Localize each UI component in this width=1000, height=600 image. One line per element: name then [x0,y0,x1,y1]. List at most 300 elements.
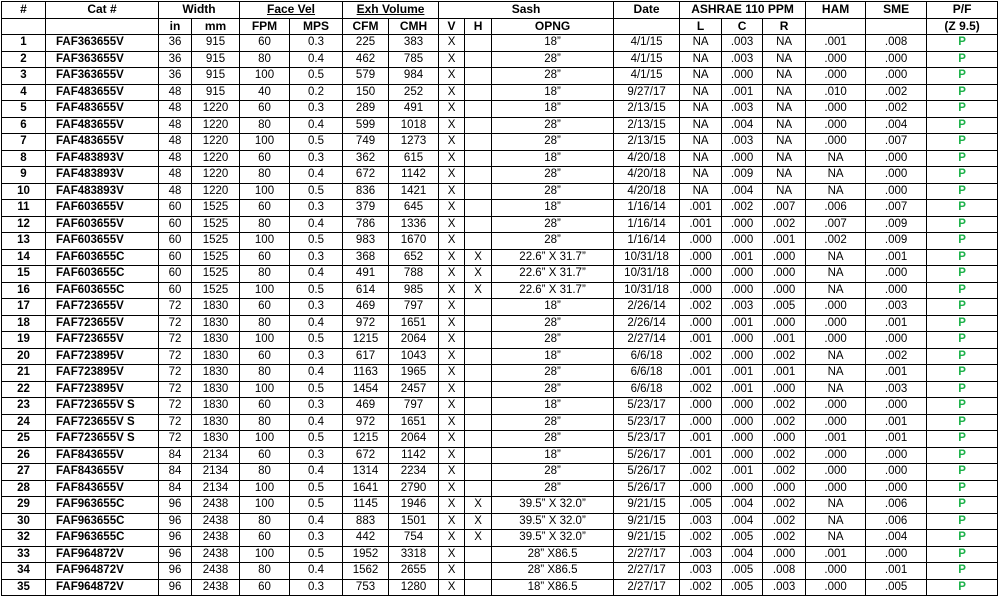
width-in-cell: 48 [159,167,192,184]
row-number-cell: 25 [2,431,46,448]
cat-number-cell: FAF483655V [46,117,159,134]
table-row [2,233,998,250]
ashrae-l-cell: .002 [680,299,722,316]
face-vel-fpm-cell: 80 [240,51,290,68]
table-row [2,579,998,596]
sash-v-cell: X [439,117,465,134]
pass-fail-cell: P [927,299,998,316]
test-date-cell: 4/20/18 [614,150,680,167]
ashrae-r-cell: .001 [763,233,806,250]
exh-cfm-cell: 983 [343,233,389,250]
width-in-cell: 60 [159,249,192,266]
face-vel-mps-cell: 0.4 [290,266,343,283]
sash-opening-cell: 18” [492,35,614,52]
ham-value-cell: .000 [806,480,866,497]
sash-opening-cell: 22.6” X 31.7” [492,266,614,283]
ashrae-l-cell: .000 [680,398,722,415]
sme-value-cell: .000 [866,332,927,349]
ashrae-l-cell: .003 [680,563,722,580]
pass-fail-cell: P [927,183,998,200]
row-number-cell: 17 [2,299,46,316]
exh-cfm-cell: 579 [343,68,389,85]
sash-h-cell [465,233,492,250]
sash-h-cell [465,68,492,85]
exh-cfm-cell: 362 [343,150,389,167]
ashrae-r-cell: .002 [763,414,806,431]
sash-v-cell: X [439,579,465,596]
cat-number-cell: FAF723655V [46,315,159,332]
cat-number-cell: FAF603655C [46,282,159,299]
ashrae-l-cell: NA [680,117,722,134]
table-row [2,546,998,563]
table-row [2,84,998,101]
row-number-cell: 4 [2,84,46,101]
face-vel-fpm-cell: 60 [240,447,290,464]
sme-value-cell: .006 [866,497,927,514]
cat-number-cell: FAF603655V [46,233,159,250]
ham-value-cell: NA [806,365,866,382]
table-row [2,398,998,415]
sme-value-cell: .001 [866,249,927,266]
sme-value-cell: .000 [866,51,927,68]
ashrae-r-cell: NA [763,35,806,52]
ashrae-c-cell: .000 [722,398,763,415]
cat-number-cell: FAF483655V [46,134,159,151]
ham-value-cell: .000 [806,101,866,118]
sash-h-cell: X [465,282,492,299]
ashrae-r-cell: .000 [763,546,806,563]
sash-h-cell [465,579,492,596]
sme-value-cell: .004 [866,530,927,547]
sash-h-cell [465,84,492,101]
table-row [2,101,998,118]
test-date-cell: 1/16/14 [614,233,680,250]
test-date-cell: 5/23/17 [614,398,680,415]
exh-cmh-cell: 3318 [389,546,439,563]
row-number-cell: 34 [2,563,46,580]
test-date-cell: 2/13/15 [614,117,680,134]
pass-fail-cell: P [927,68,998,85]
sash-opening-cell: 28” [492,167,614,184]
width-mm-cell: 2438 [192,563,240,580]
sash-h-cell: X [465,530,492,547]
exh-cmh-cell: 1651 [389,315,439,332]
ashrae-r-cell: .000 [763,282,806,299]
cat-number-cell: FAF723655V S [46,414,159,431]
width-in-cell: 72 [159,414,192,431]
exh-cfm-cell: 1145 [343,497,389,514]
sash-v-cell: X [439,299,465,316]
exh-cmh-cell: 1142 [389,167,439,184]
sash-v-cell: X [439,183,465,200]
ashrae-r-cell: .002 [763,216,806,233]
ham-value-cell: NA [806,167,866,184]
ham-value-cell: .007 [806,216,866,233]
pass-fail-cell: P [927,84,998,101]
fume-hood-test-table [1,1,998,596]
row-number-cell: 16 [2,282,46,299]
width-mm-cell: 1220 [192,183,240,200]
face-vel-mps-cell: 0.5 [290,134,343,151]
test-date-cell: 2/13/15 [614,101,680,118]
ashrae-c-cell: .000 [722,480,763,497]
face-vel-fpm-cell: 80 [240,414,290,431]
sme-value-cell: .004 [866,117,927,134]
face-vel-mps-cell: 0.5 [290,282,343,299]
ashrae-l-cell: .001 [680,216,722,233]
sme-value-cell: .007 [866,134,927,151]
ashrae-l-cell: NA [680,183,722,200]
face-vel-mps-cell: 0.5 [290,480,343,497]
width-in-cell: 48 [159,84,192,101]
width-in-cell: 84 [159,480,192,497]
ashrae-l-cell: .002 [680,579,722,596]
sme-value-cell: .000 [866,282,927,299]
cat-number-cell: FAF843655V [46,464,159,481]
width-in-cell: 72 [159,431,192,448]
sash-v-cell: X [439,200,465,217]
pass-fail-cell: P [927,348,998,365]
ham-value-cell: NA [806,381,866,398]
exh-cfm-cell: 1215 [343,332,389,349]
sash-v-cell: X [439,447,465,464]
face-vel-fpm-cell: 80 [240,464,290,481]
test-date-cell: 4/20/18 [614,167,680,184]
exh-cmh-cell: 652 [389,249,439,266]
ashrae-r-cell: NA [763,117,806,134]
ashrae-c-cell: .000 [722,266,763,283]
sash-opening-cell: 18” [492,200,614,217]
exh-cfm-cell: 614 [343,282,389,299]
ashrae-l-cell: NA [680,35,722,52]
width-in-cell: 72 [159,381,192,398]
ashrae-l-cell: .005 [680,497,722,514]
ham-value-cell: .000 [806,464,866,481]
row-number-cell: 32 [2,530,46,547]
width-mm-cell: 1220 [192,134,240,151]
sash-h-cell [465,299,492,316]
width-in-cell: 60 [159,266,192,283]
sme-value-cell: .001 [866,431,927,448]
row-number-cell: 13 [2,233,46,250]
table-row [2,200,998,217]
width-mm-cell: 2134 [192,480,240,497]
table-row [2,134,998,151]
exh-cfm-cell: 672 [343,167,389,184]
exh-cmh-cell: 1670 [389,233,439,250]
table-row [2,480,998,497]
exh-cmh-cell: 797 [389,398,439,415]
ashrae-c-cell: .000 [722,282,763,299]
cat-number-cell: FAF363655V [46,51,159,68]
face-vel-fpm-cell: 60 [240,200,290,217]
pass-fail-cell: P [927,381,998,398]
face-vel-mps-cell: 0.5 [290,233,343,250]
row-number-cell: 26 [2,447,46,464]
cat-number-cell: FAF843655V [46,480,159,497]
sash-v-cell: X [439,365,465,382]
sash-v-cell: X [439,398,465,415]
ham-value-cell: .000 [806,134,866,151]
table-row [2,365,998,382]
row-number-cell: 3 [2,68,46,85]
pass-fail-cell: P [927,233,998,250]
face-vel-mps-cell: 0.5 [290,431,343,448]
sme-value-cell: .001 [866,315,927,332]
sash-opening-cell: 28” [492,134,614,151]
width-in-cell: 36 [159,51,192,68]
ashrae-c-cell: .005 [722,530,763,547]
sash-v-cell: X [439,150,465,167]
sash-opening-cell: 28” [492,68,614,85]
ham-value-cell: NA [806,348,866,365]
subheader-pf: (Z 9.5) [927,18,998,35]
test-date-cell: 9/21/15 [614,513,680,530]
sash-v-cell: X [439,464,465,481]
sash-v-cell: X [439,249,465,266]
row-number-cell: 2 [2,51,46,68]
ashrae-l-cell: .000 [680,315,722,332]
face-vel-mps-cell: 0.4 [290,365,343,382]
width-mm-cell: 1525 [192,200,240,217]
sash-h-cell [465,315,492,332]
test-date-cell: 5/26/17 [614,464,680,481]
row-number-cell: 29 [2,497,46,514]
test-date-cell: 1/16/14 [614,200,680,217]
sash-v-cell: X [439,381,465,398]
test-date-cell: 5/26/17 [614,480,680,497]
width-mm-cell: 915 [192,68,240,85]
cat-number-cell: FAF483893V [46,150,159,167]
row-number-cell: 15 [2,266,46,283]
ashrae-r-cell: .002 [763,530,806,547]
ashrae-c-cell: .003 [722,299,763,316]
test-date-cell: 2/26/14 [614,315,680,332]
sash-h-cell [465,101,492,118]
pass-fail-cell: P [927,101,998,118]
pass-fail-cell: P [927,282,998,299]
ashrae-l-cell: .002 [680,464,722,481]
width-mm-cell: 1830 [192,348,240,365]
pass-fail-cell: P [927,464,998,481]
face-vel-fpm-cell: 100 [240,480,290,497]
row-number-cell: 30 [2,513,46,530]
sash-h-cell [465,332,492,349]
width-mm-cell: 915 [192,51,240,68]
sash-h-cell [465,183,492,200]
width-mm-cell: 1525 [192,233,240,250]
exh-cmh-cell: 1965 [389,365,439,382]
ashrae-c-cell: .003 [722,35,763,52]
pass-fail-cell: P [927,480,998,497]
ashrae-l-cell: .001 [680,365,722,382]
table-row [2,447,998,464]
ashrae-c-cell: .004 [722,546,763,563]
exh-cfm-cell: 1163 [343,365,389,382]
table-row [2,299,998,316]
sash-h-cell [465,398,492,415]
table-row [2,414,998,431]
face-vel-mps-cell: 0.3 [290,447,343,464]
cat-number-cell: FAF603655C [46,266,159,283]
test-date-cell: 9/21/15 [614,497,680,514]
sash-h-cell: X [465,497,492,514]
sash-v-cell: X [439,233,465,250]
sme-value-cell: .008 [866,35,927,52]
face-vel-fpm-cell: 60 [240,35,290,52]
sash-h-cell [465,464,492,481]
face-vel-mps-cell: 0.4 [290,513,343,530]
row-number-cell: 12 [2,216,46,233]
width-in-cell: 48 [159,101,192,118]
ashrae-l-cell: .001 [680,447,722,464]
exh-cfm-cell: 225 [343,35,389,52]
ashrae-r-cell: .003 [763,579,806,596]
sash-v-cell: X [439,546,465,563]
sash-opening-cell: 28” [492,431,614,448]
row-number-cell: 20 [2,348,46,365]
face-vel-mps-cell: 0.3 [290,101,343,118]
cat-number-cell: FAF723655V S [46,398,159,415]
cat-number-cell: FAF723895V [46,348,159,365]
pass-fail-cell: P [927,51,998,68]
cat-number-cell: FAF723655V [46,299,159,316]
sash-opening-cell: 18” [492,447,614,464]
sash-h-cell [465,447,492,464]
table-body [2,35,998,596]
pass-fail-cell: P [927,249,998,266]
face-vel-fpm-cell: 100 [240,431,290,448]
exh-cfm-cell: 617 [343,348,389,365]
table-row [2,431,998,448]
exh-cmh-cell: 1421 [389,183,439,200]
test-date-cell: 2/27/14 [614,332,680,349]
face-vel-fpm-cell: 80 [240,315,290,332]
ashrae-r-cell: .002 [763,447,806,464]
ashrae-r-cell: .001 [763,332,806,349]
test-date-cell: 9/27/17 [614,84,680,101]
ashrae-c-cell: .000 [722,431,763,448]
header-sme: SME [866,2,927,19]
width-mm-cell: 2134 [192,447,240,464]
ashrae-r-cell: .002 [763,464,806,481]
header-exh-volume: Exh Volume [343,2,439,19]
width-in-cell: 60 [159,200,192,217]
exh-cmh-cell: 1501 [389,513,439,530]
row-number-cell: 11 [2,200,46,217]
sme-value-cell: .003 [866,381,927,398]
table-row [2,563,998,580]
sme-value-cell: .000 [866,464,927,481]
exh-cfm-cell: 836 [343,183,389,200]
test-date-cell: 10/31/18 [614,282,680,299]
table-row [2,150,998,167]
face-vel-fpm-cell: 80 [240,513,290,530]
subheader-fpm: FPM [240,18,290,35]
ashrae-l-cell: .002 [680,348,722,365]
ham-value-cell: .001 [806,546,866,563]
sash-opening-cell: 39.5” X 32.0” [492,497,614,514]
face-vel-mps-cell: 0.5 [290,68,343,85]
face-vel-fpm-cell: 100 [240,381,290,398]
pass-fail-cell: P [927,117,998,134]
pass-fail-cell: P [927,563,998,580]
exh-cmh-cell: 754 [389,530,439,547]
row-number-cell: 23 [2,398,46,415]
table-row [2,315,998,332]
row-number-cell: 14 [2,249,46,266]
width-in-cell: 96 [159,513,192,530]
sash-v-cell: X [439,315,465,332]
sash-opening-cell: 28” [492,381,614,398]
ashrae-r-cell: NA [763,134,806,151]
sash-opening-cell: 28” X86.5 [492,546,614,563]
width-in-cell: 96 [159,530,192,547]
table-row [2,282,998,299]
ashrae-r-cell: NA [763,167,806,184]
exh-cmh-cell: 2790 [389,480,439,497]
ashrae-r-cell: .000 [763,266,806,283]
ashrae-l-cell: .000 [680,414,722,431]
width-in-cell: 84 [159,447,192,464]
row-number-cell: 18 [2,315,46,332]
subheader-row [2,18,998,35]
sash-h-cell [465,381,492,398]
sme-value-cell: .000 [866,150,927,167]
sash-h-cell [465,348,492,365]
sash-opening-cell: 28” [492,51,614,68]
ashrae-c-cell: .001 [722,365,763,382]
sash-v-cell: X [439,332,465,349]
ashrae-l-cell: .002 [680,381,722,398]
pass-fail-cell: P [927,579,998,596]
ashrae-c-cell: .000 [722,216,763,233]
exh-cfm-cell: 368 [343,249,389,266]
exh-cmh-cell: 615 [389,150,439,167]
sash-v-cell: X [439,480,465,497]
ashrae-c-cell: .005 [722,579,763,596]
sash-h-cell [465,51,492,68]
test-date-cell: 6/6/18 [614,348,680,365]
ashrae-l-cell: .000 [680,266,722,283]
test-date-cell: 2/27/17 [614,563,680,580]
sash-h-cell [465,414,492,431]
sash-opening-cell: 28” [492,117,614,134]
table-row [2,381,998,398]
row-number-cell: 22 [2,381,46,398]
subheader-l: L [680,18,722,35]
ashrae-c-cell: .003 [722,101,763,118]
test-date-cell: 5/23/17 [614,414,680,431]
ashrae-r-cell: .002 [763,497,806,514]
ashrae-c-cell: .001 [722,464,763,481]
exh-cmh-cell: 1043 [389,348,439,365]
ashrae-l-cell: .000 [680,282,722,299]
pass-fail-cell: P [927,447,998,464]
width-in-cell: 84 [159,464,192,481]
exh-cfm-cell: 883 [343,513,389,530]
table-row [2,530,998,547]
ham-value-cell: .000 [806,447,866,464]
sme-value-cell: .002 [866,101,927,118]
face-vel-mps-cell: 0.4 [290,315,343,332]
ashrae-c-cell: .000 [722,68,763,85]
ashrae-r-cell: .000 [763,315,806,332]
face-vel-mps-cell: 0.3 [290,579,343,596]
exh-cfm-cell: 972 [343,315,389,332]
table-row [2,216,998,233]
sash-v-cell: X [439,216,465,233]
